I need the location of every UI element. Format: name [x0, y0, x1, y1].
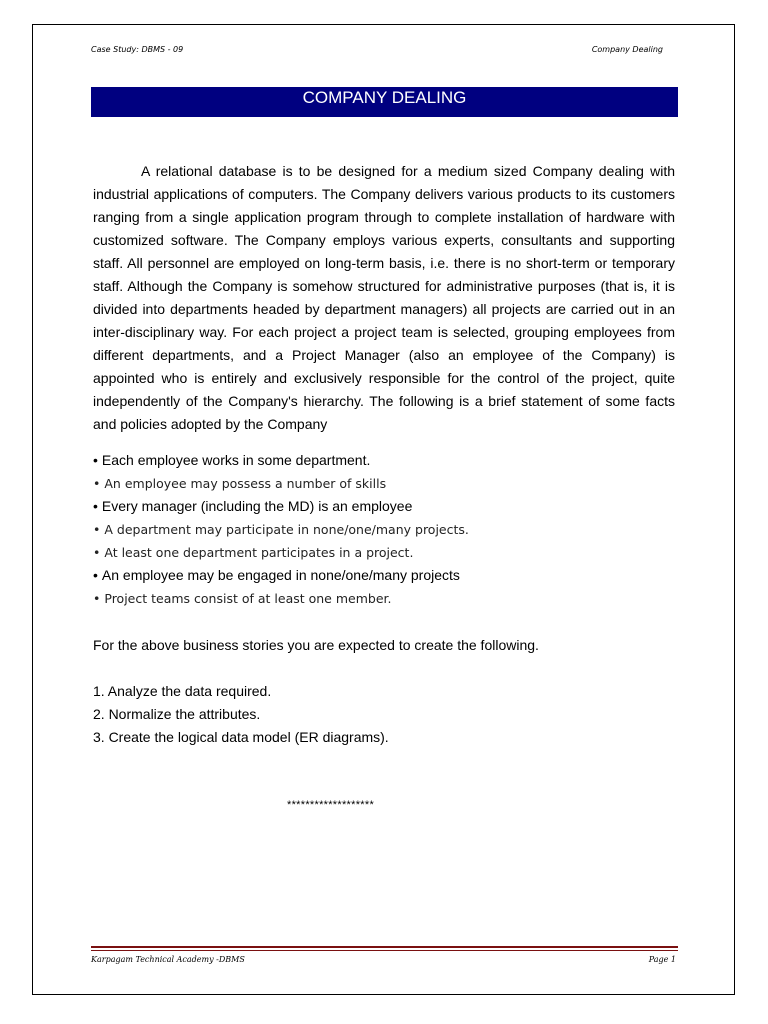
bullet-icon: •	[93, 476, 101, 491]
tasks-list	[93, 680, 389, 749]
bullet-icon: •	[93, 567, 98, 583]
list-item: • Project teams consist of at least one member.	[93, 591, 392, 606]
asterisk-separator: *******************	[287, 799, 375, 811]
bullet-icon: •	[93, 545, 101, 560]
running-header	[91, 43, 678, 57]
list-item: • An employee may possess a number of skills	[93, 476, 387, 491]
task-item: 3. Create the logical data model (ER diagrams).	[93, 729, 389, 745]
footer-rule	[91, 946, 678, 948]
list-item: • Every manager (including the MD) is an employee	[93, 498, 413, 514]
footer-academy: Karpagam Technical Academy -DBMS	[91, 955, 245, 964]
bullet-icon: •	[93, 522, 101, 537]
list-item: • Each employee works in some department.	[93, 452, 371, 468]
list-item: • An employee may be engaged in none/one/many projects	[93, 567, 460, 583]
task-item: 1. Analyze the data required.	[93, 683, 272, 699]
task-item: 2. Normalize the attributes.	[93, 706, 261, 722]
list-item: • A department may participate in none/one/many projects.	[93, 522, 469, 537]
page-title: COMPANY DEALING	[91, 87, 678, 117]
header-case-study: Case Study: DBMS - 09	[91, 45, 184, 54]
footer-rule-thin	[91, 950, 678, 951]
bullet-icon: •	[93, 591, 101, 606]
running-footer	[91, 953, 678, 967]
facts-list	[93, 449, 675, 610]
bullet-icon: •	[93, 498, 98, 514]
bullet-icon: •	[93, 452, 98, 468]
list-item: • At least one department participates in a project.	[93, 545, 414, 560]
header-topic: Company Dealing	[591, 45, 663, 54]
tasks-lead-text: For the above business stories you are expected to create the following.	[93, 637, 539, 653]
page-number: Page 1	[648, 955, 676, 964]
intro-paragraph: A relational database is to be designed for a medium sized Company dealing with industrial applications of computers. The Company delivers various products to its customers ranging from a single application program through to complete installation of hardware with customized software. The Company employs various experts, consultants and supporting staff. All personnel are employed on long-term basis, i.e. there is no short-term or temporary staff. Although the Company is somehow structured for administrative purposes (that is, it is divided into departments headed by department managers) all projects are carried out in an inter-disciplinary way. For each project a project team is selected, grouping employees from different departments, and a Project Manager (also an employee of the Company) is appointed who is entirely and exclusively responsible for the control of the project, quite independently of the Company's hierarchy. The following is a brief statement of some facts and policies adopted by the Company	[93, 163, 675, 432]
